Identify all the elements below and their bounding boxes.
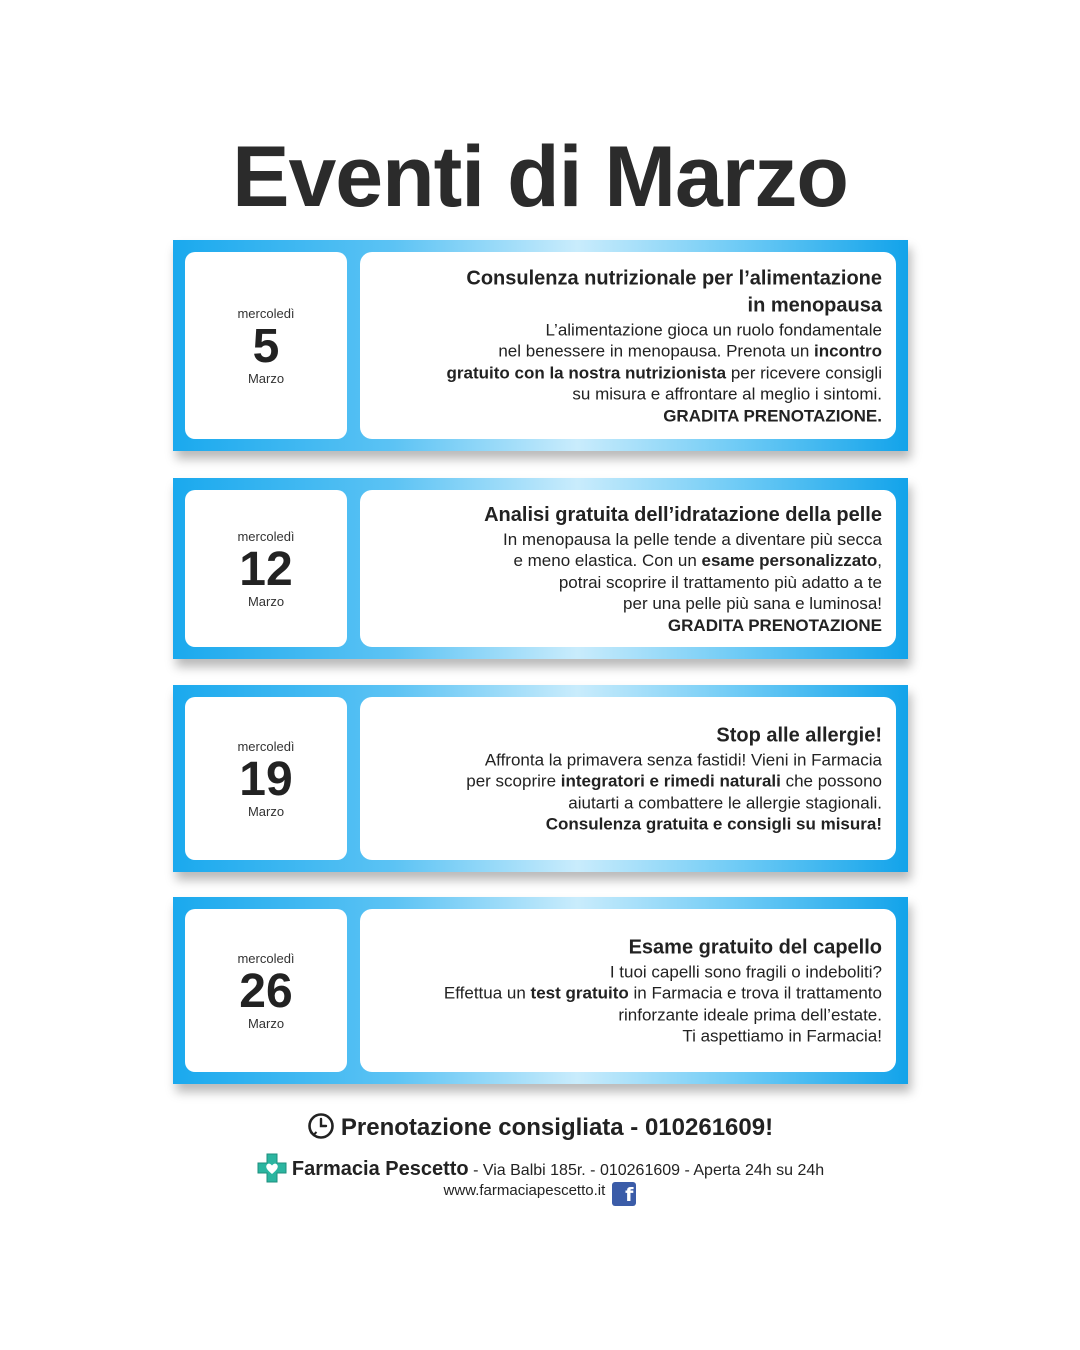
event-text-segment: potrai scoprire il trattamento più adatto a te: [558, 572, 882, 592]
event-weekday: mercoledì: [237, 305, 295, 321]
event-text-segment: su misura e affrontare al meglio i sintomi.: [572, 384, 882, 404]
page-title: Eventi di Marzo: [232, 129, 848, 225]
event-text-segment: per ricevere consigli: [726, 362, 882, 382]
event-title: Analisi gratuita dell’idratazione della pelle: [484, 503, 882, 526]
footer-details: - Via Balbi 185r. - 010261609 - Aperta 24h su 24h: [468, 1162, 825, 1179]
event-weekday: mercoledì: [237, 950, 295, 966]
event-text-segment: L’alimentazione gioca un ruolo fondamentale: [545, 319, 882, 339]
event-text-line: [377, 319, 882, 341]
event-text-segment: per una pelle più sana e luminosa!: [623, 593, 882, 613]
event-text-highlight: gratuito con la nostra nutrizionista: [446, 362, 727, 382]
event-description-box: [360, 490, 896, 647]
event-text-segment: In menopausa la pelle tende a diventare più secca: [503, 529, 882, 549]
booking-banner: [0, 1112, 1080, 1142]
event-text-line: [377, 814, 882, 836]
brand-name: Farmacia Pescetto: [291, 1158, 469, 1180]
event-text-line: [377, 771, 882, 793]
event-date-box: [185, 490, 347, 647]
event-card: [173, 240, 908, 451]
event-text-highlight: esame personalizzato: [701, 550, 878, 570]
event-text-segment: Ti aspettiamo in Farmacia!: [682, 1026, 882, 1046]
event-weekday: mercoledì: [237, 738, 295, 754]
event-text-line: [377, 792, 882, 814]
event-card: [173, 478, 908, 659]
event-day: 5: [252, 319, 280, 373]
event-text-segment: I tuoi capelli sono fragili o indeboliti?: [609, 962, 882, 981]
facebook-icon[interactable]: f: [612, 1182, 636, 1206]
event-text-segment: in Farmacia e trova il trattamento: [628, 983, 882, 1003]
event-text-highlight: integratori e rimedi naturali: [560, 771, 781, 791]
event-text-highlight: incontro: [814, 341, 882, 361]
event-month: Marzo: [247, 803, 285, 819]
event-text-line: [377, 961, 882, 983]
event-description-box: [360, 252, 896, 439]
event-weekday: mercoledì: [237, 528, 295, 544]
event-month: Marzo: [247, 593, 285, 609]
event-text-segment: nel benessere in menopausa. Prenota un: [498, 341, 814, 361]
event-text-segment: Effettua un: [443, 983, 531, 1003]
event-text-segment: che possono: [780, 771, 882, 791]
pharmacy-cross-icon: [256, 1152, 288, 1184]
event-text-segment: e meno elastica. Con un: [513, 550, 702, 570]
event-title: Stop alle allergie!: [716, 724, 882, 746]
event-day: 19: [239, 752, 293, 806]
event-text-segment: rinforzante ideale prima dell’estate.: [618, 1005, 882, 1024]
event-text-line: [377, 1026, 882, 1048]
event-text-segment: aiutarti a combattere le allergie stagionali.: [568, 793, 882, 812]
event-text-line: [377, 362, 882, 384]
event-text-line: [377, 383, 882, 405]
event-text-segment: Affronta la primavera senza fastidi! Vieni in Farmacia: [484, 750, 882, 769]
event-title: Consulenza nutrizionale per l’alimentazione: [466, 266, 882, 289]
event-text-highlight: Consulenza gratuita e consigli su misura!: [545, 814, 882, 834]
event-card: [173, 685, 908, 872]
event-date-box: [185, 697, 347, 860]
event-text-highlight: test gratuito: [530, 983, 629, 1003]
event-date-box: [185, 252, 347, 439]
event-text-line: [377, 614, 882, 636]
event-month: Marzo: [247, 1015, 285, 1031]
event-card: [173, 897, 908, 1084]
event-text-segment: ,: [877, 550, 882, 570]
event-description-box: [360, 909, 896, 1072]
event-title: Esame gratuito del capello: [628, 936, 882, 958]
event-date-box: [185, 909, 347, 1072]
footer-info: [0, 1152, 1080, 1184]
phone-clock-icon: [307, 1112, 335, 1140]
event-text-segment: per scoprire: [466, 771, 561, 791]
event-text-line: [377, 528, 882, 550]
event-text-line: [377, 571, 882, 593]
event-text-line: [377, 983, 882, 1005]
event-text-line: [377, 1004, 882, 1026]
event-day: 26: [239, 964, 293, 1018]
event-month: Marzo: [247, 370, 285, 386]
event-text-line: [377, 749, 882, 771]
website-row: [0, 1182, 1080, 1206]
event-title: in menopausa: [747, 293, 882, 316]
event-text-line: [377, 550, 882, 572]
event-text-line: [377, 340, 882, 362]
booking-text: Prenotazione consigliata - 010261609!: [340, 1114, 774, 1141]
event-text-highlight: GRADITA PRENOTAZIONE: [667, 615, 882, 635]
event-day: 12: [239, 542, 293, 596]
event-description-box: [360, 697, 896, 860]
event-text-line: [377, 593, 882, 615]
event-text-highlight: GRADITA PRENOTAZIONE.: [663, 405, 882, 425]
event-text-line: [377, 405, 882, 427]
website-link[interactable]: www.farmaciapescetto.it: [443, 1182, 606, 1199]
